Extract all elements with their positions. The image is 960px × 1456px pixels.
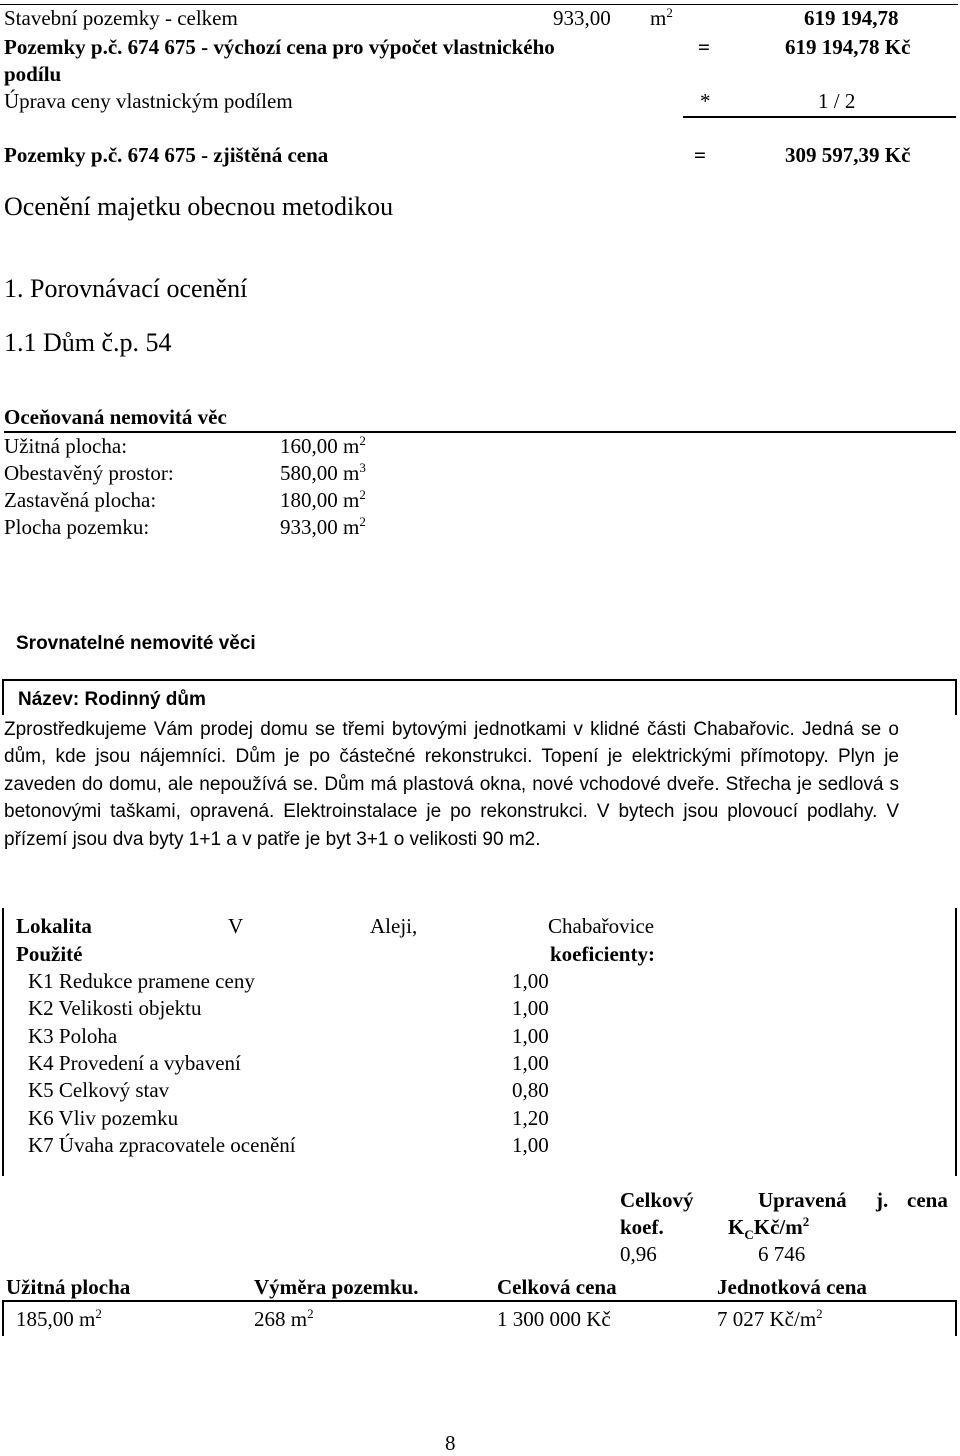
valued-value-usable: 160,00 $m^2$ bbox=[280, 433, 366, 458]
valued-value-volume: 580,00 $m^3$ bbox=[280, 460, 366, 485]
valued-value-built: 180,00 $m^2$ bbox=[280, 487, 366, 512]
coefficient-name: K4 Provedení a vybavení bbox=[28, 1050, 241, 1075]
coefficient-value: 1,00 bbox=[512, 1132, 549, 1157]
valued-property-title: Oceňovaná nemovitá věc bbox=[4, 405, 227, 429]
coefficient-name: K6 Vliv pozemku bbox=[28, 1105, 179, 1130]
header-plot-area: Výměra pozemku. bbox=[254, 1275, 419, 1299]
comparable-section-title: Srovnatelné nemovité věci bbox=[16, 633, 256, 654]
used-label: Použité bbox=[16, 942, 83, 966]
comparable-name-right-border bbox=[955, 679, 957, 715]
adjusted-price-value: 6 746 bbox=[758, 1242, 806, 1266]
locality-word-3: Chabařovice bbox=[548, 914, 655, 938]
summary-row2-label-line2: podílu bbox=[4, 62, 62, 86]
coefficient-value: 1,00 bbox=[512, 1050, 549, 1075]
value-unit-price: 7 027 $Kč/m^2$ bbox=[717, 1306, 823, 1331]
coefficient-name: K2 Velikosti objektu bbox=[28, 996, 202, 1021]
summary-row4-operator: = bbox=[694, 143, 706, 167]
valued-value-plot: 933,00 $m^2$ bbox=[280, 514, 366, 539]
valued-label-built: Zastavěná plocha: bbox=[4, 488, 157, 512]
summary-row2-operator: = bbox=[698, 35, 710, 59]
summary-row3-value: 1 / 2 bbox=[818, 89, 856, 113]
value-total-price: 1 300 000 Kč bbox=[497, 1307, 611, 1331]
heading-comparative: 1. Porovnávací ocenění bbox=[4, 274, 248, 303]
summary-row1-area: 933,00 bbox=[553, 6, 611, 30]
summary-underline bbox=[683, 116, 956, 118]
valued-label-volume: Obestavěný prostor: bbox=[4, 461, 174, 485]
summary-row4-label: Pozemky p.č. 674 675 - zjištěná cena bbox=[4, 143, 329, 167]
page-number: 8 bbox=[445, 1431, 456, 1455]
coef-left-border bbox=[2, 908, 4, 1176]
comparable-name-top-border bbox=[2, 679, 957, 681]
adjusted-price-header-word2: j. bbox=[876, 1188, 889, 1212]
total-coef-value: 0,96 bbox=[620, 1242, 657, 1266]
locality-word-1: V bbox=[228, 914, 244, 938]
value-plot-area: 268 $m^2$ bbox=[254, 1306, 314, 1331]
header-total-price: Celková cena bbox=[497, 1275, 617, 1299]
summary-row3-operator: * bbox=[700, 89, 711, 113]
adjusted-price-header-word1: Upravená bbox=[758, 1188, 847, 1212]
top-border bbox=[0, 4, 958, 5]
summary-row2-value: 619 194,78 Kč bbox=[785, 35, 911, 59]
coefficient-name: K1 Redukce pramene ceny bbox=[28, 969, 255, 993]
summary-row3-label: Úprava ceny vlastnickým podílem bbox=[4, 89, 293, 113]
heading-house: 1.1 Dům č.p. 54 bbox=[4, 328, 172, 357]
coefficient-value: 0,80 bbox=[512, 1078, 549, 1103]
heading-methodology: Ocenění majetku obecnou metodikou bbox=[4, 192, 394, 221]
coefficient-value: 1,00 bbox=[512, 969, 549, 993]
coefficient-value: 1,00 bbox=[512, 1023, 549, 1048]
summary-row4-value: 309 597,39 Kč bbox=[785, 143, 911, 167]
comparable-description: Zprostředkujeme Vám prodej domu se třemi bytovými jednotkami v klidné části Chabařovic. Jedná se o dům, kde jsou nájemníci. Dům je po částečné rekonstrukci. Topení je elektrickými přímotopy. Plyn je zaveden do domu, ale nepoužívá se. Dům má plastová okna, nové vchodové dveře. Střecha je sedlová s betonovými taškami, opravená. Elektroinstalace je po rekonstrukci. V bytech jsou plovoucí podlahy. V přízemí jsou dva byty 1+1 a v patře je byt 3+1 o velikosti 90 m2. bbox=[4, 719, 899, 850]
valued-label-usable: Užitná plocha: bbox=[4, 434, 128, 458]
coefficient-name: K3 Poloha bbox=[28, 1023, 118, 1048]
summary-row1-unit: $m^2$ bbox=[650, 5, 673, 30]
summary-row2-label-line1: Pozemky p.č. 674 675 - výchozí cena pro výpočet vlastnického bbox=[4, 35, 555, 59]
coefficient-value: 1,00 bbox=[512, 996, 549, 1021]
adjusted-price-header-word3: cena bbox=[907, 1188, 948, 1212]
coefficients-label: koeficienty: bbox=[550, 942, 655, 966]
locality-label: Lokalita bbox=[16, 914, 92, 938]
coefficient-name: K7 Úvaha zpracovatele ocenění bbox=[28, 1132, 296, 1157]
price-table-left-border bbox=[2, 1300, 4, 1336]
valued-property-rule bbox=[4, 431, 956, 433]
header-usable-area: Užitná plocha bbox=[6, 1275, 131, 1299]
coefficient-value: 1,20 bbox=[512, 1105, 549, 1130]
price-table-right-border bbox=[955, 1300, 957, 1336]
locality-word-2: Aleji, bbox=[370, 914, 418, 938]
summary-row1-value: 619 194,78 bbox=[804, 6, 899, 30]
value-usable-area: 185,00 $m^2$ bbox=[16, 1306, 102, 1331]
total-coef-header-1: Celkový bbox=[620, 1188, 694, 1212]
comparable-name: Název: Rodinný dům bbox=[18, 689, 206, 710]
total-coef-header-2: koef. bbox=[620, 1215, 664, 1239]
adjusted-price-header-unit: $K_CKč/m^2$ bbox=[728, 1214, 810, 1243]
coefficient-name: K5 Celkový stav bbox=[28, 1078, 170, 1103]
summary-row1-label: Stavební pozemky - celkem bbox=[4, 6, 238, 30]
price-table-header-rule bbox=[2, 1300, 957, 1302]
coef-right-border bbox=[955, 908, 957, 1176]
header-unit-price: Jednotková cena bbox=[717, 1275, 867, 1299]
comparable-name-left-border bbox=[2, 679, 4, 715]
valued-label-plot: Plocha pozemku: bbox=[4, 515, 150, 539]
